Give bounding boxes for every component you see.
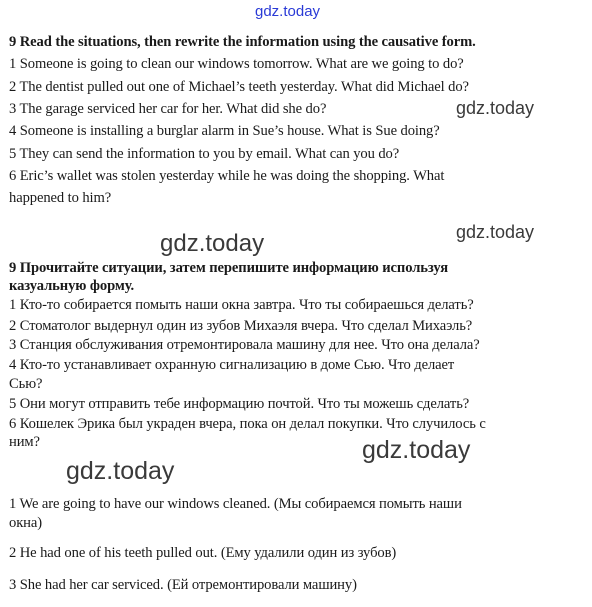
en-item-6: 6 Eric’s wallet was stolen yesterday while he was doing the shopping. What (9, 168, 445, 184)
watermark-5: gdz.today (66, 457, 175, 485)
ru-item-6: 6 Кошелек Эрика был украден вчера, пока он делал покупки. Что случилось с (9, 416, 486, 432)
ru-item-2: 2 Стоматолог выдернул один из зубов Михаэля вчера. Что сделал Михаэль? (9, 318, 473, 334)
watermark-3: gdz.today (160, 230, 265, 257)
en-item-1: 1 Someone is going to clean our windows tomorrow. What are we going to do? (9, 56, 464, 72)
ru-item-1: 1 Кто-то собирается помыть наши окна завтра. Что ты собираешься делать? (9, 297, 474, 313)
exercise-heading-ru-2: казуальную форму. (9, 278, 134, 294)
en-item-5: 5 They can send the information to you by email. What can you do? (9, 146, 400, 162)
watermark-top: gdz.today (255, 3, 321, 20)
answer-1: 1 We are going to have our windows cleaned. (Мы собираемся помыть наши (9, 496, 462, 512)
en-item-4: 4 Someone is installing a burglar alarm in Sue’s house. What is Sue doing? (9, 123, 440, 139)
watermark-2: gdz.today (456, 222, 535, 242)
ru-item-6-cont: ним? (9, 434, 40, 450)
ru-item-5: 5 Они могут отправить тебе информацию почтой. Что ты можешь сделать? (9, 396, 470, 412)
en-item-6-cont: happened to him? (9, 190, 112, 206)
en-item-2: 2 The dentist pulled out one of Michael’s teeth yesterday. What did Michael do? (9, 79, 469, 95)
ru-item-4: 4 Кто-то устанавливает охранную сигнализацию в доме Сью. Что делает (9, 357, 455, 373)
watermark-1: gdz.today (456, 98, 535, 118)
exercise-heading-en: 9 Read the situations, then rewrite the information using the causative form. (9, 34, 476, 50)
watermark-4: gdz.today (362, 436, 471, 464)
ru-item-4-cont: Сью? (9, 376, 43, 392)
answer-2: 2 He had one of his teeth pulled out. (Ему удалили один из зубов) (9, 545, 397, 561)
ru-item-3: 3 Станция обслуживания отремонтировала машину для нее. Что она делала? (9, 337, 480, 353)
exercise-heading-ru-1: 9 Прочитайте ситуации, затем перепишите информацию используя (9, 260, 448, 276)
answer-3: 3 She had her car serviced. (Ей отремонтировали машину) (9, 577, 357, 593)
en-item-3: 3 The garage serviced her car for her. What did she do? (9, 101, 327, 117)
answer-1-cont: окна) (9, 515, 43, 531)
